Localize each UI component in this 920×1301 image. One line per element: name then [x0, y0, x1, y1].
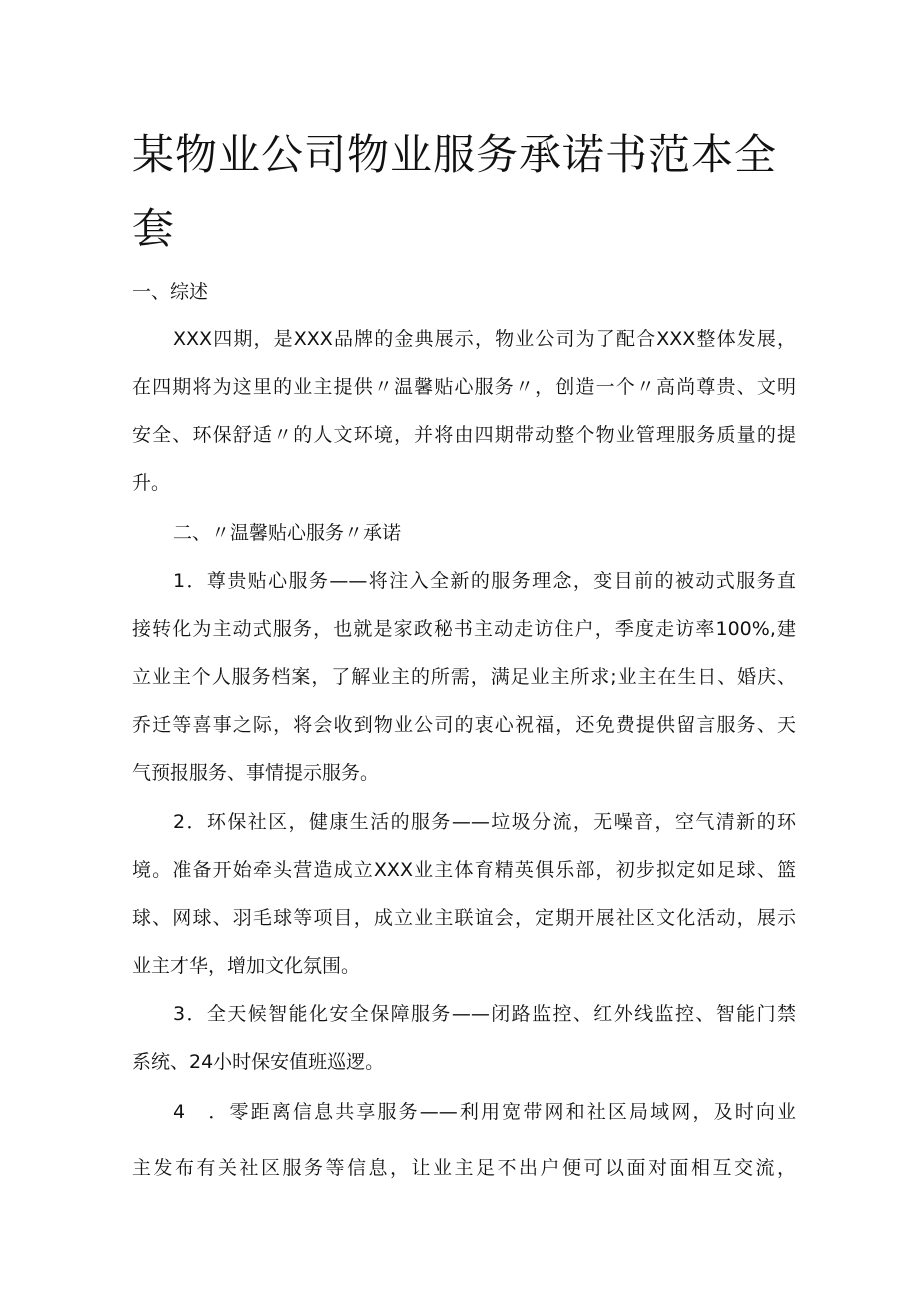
paragraph-line: 气预报服务、事情提示服务。: [132, 762, 380, 784]
paragraph-line: 3．全天候智能化安全保障服务——闭路监控、红外线监控、智能门禁: [173, 1003, 796, 1025]
paragraph-line: XXX四期，是XXX品牌的金典展示，物业公司为了配合XXX整体发展，: [173, 328, 796, 350]
section-heading-commitment: 二、〃温馨贴心服务〃承诺: [173, 522, 402, 544]
paragraph-line: 2．环保社区，健康生活的服务——垃圾分流，无噪音，空气清新的环: [173, 811, 796, 833]
paragraph-line: 主发布有关社区服务等信息，让业主足不出户便可以面对面相互交流，: [132, 1157, 796, 1179]
paragraph-line: 立业主个人服务档案，了解业主的所需，满足业主所求;业主在生日、婚庆、: [132, 666, 796, 688]
paragraph-line: 乔迁等喜事之际，将会收到物业公司的衷心祝福，还免费提供留言服务、天: [132, 714, 796, 736]
paragraph-line: 1．尊贵贴心服务——将注入全新的服务理念，变目前的被动式服务直: [173, 570, 796, 592]
paragraph-line: 球、网球、羽毛球等项目，成立业主联谊会，定期开展社区文化活动，展示: [132, 907, 796, 929]
paragraph-line: 接转化为主动式服务，也就是家政秘书主动走访住户，季度走访率100%,建: [132, 618, 796, 640]
paragraph-line: 安全、环保舒适〃的人文环境，并将由四期带动整个物业管理服务质量的提: [132, 424, 796, 446]
paragraph-line: 在四期将为这里的业主提供〃温馨贴心服务〃，创造一个〃高尚尊贵、文明: [132, 376, 796, 398]
paragraph-line: 系统、24小时保安值班巡逻。: [132, 1051, 385, 1073]
paragraph-line: 升。: [132, 472, 171, 494]
document-title: 某物业公司物业服务承诺书范本全套: [132, 130, 778, 253]
paragraph-line: 境。准备开始牵头营造成立XXX业主体育精英俱乐部，初步拟定如足球、篮: [132, 859, 796, 881]
section-heading-overview: 一、综述: [132, 281, 209, 303]
paragraph-line: 业主才华，增加文化氛围。: [132, 955, 361, 977]
paragraph-line: 4 ．零距离信息共享服务——利用宽带网和社区局域网，及时向业: [173, 1101, 796, 1123]
